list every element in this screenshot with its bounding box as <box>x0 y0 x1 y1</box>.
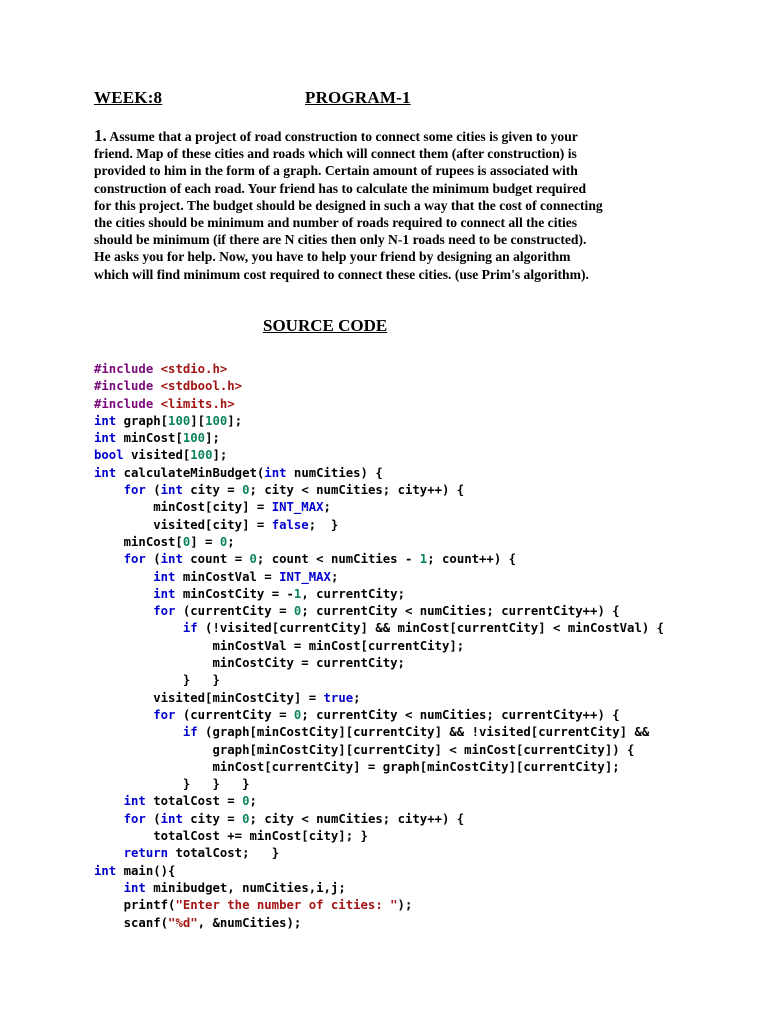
code-token: } } <box>94 673 220 688</box>
code-line <box>94 534 664 551</box>
program-heading: PROGRAM-1 <box>305 88 411 107</box>
code-token: 100 <box>182 431 206 446</box>
code-token <box>94 552 124 566</box>
code-token: , currentCity; <box>301 586 405 601</box>
code-line <box>94 361 664 378</box>
code-line <box>94 707 664 724</box>
code-token: for <box>123 483 146 498</box>
code-token: ; <box>227 534 235 549</box>
code-token: visited[city] = <box>94 517 272 532</box>
code-token: ; <box>330 569 339 584</box>
code-token: visited[minCostCity] = <box>94 690 324 705</box>
code-line <box>94 776 664 793</box>
code-token: int <box>160 811 183 826</box>
code-token: totalCost += minCost[city]; } <box>94 829 368 844</box>
code-token: for <box>123 811 146 826</box>
code-token: visited[ <box>123 448 191 463</box>
code-token: int <box>123 794 146 809</box>
code-token: count = <box>182 552 250 567</box>
code-token: ( <box>145 483 161 498</box>
code-token: #include <box>94 379 161 394</box>
code-line <box>94 430 664 447</box>
code-token: 100 <box>168 413 191 428</box>
code-token: 0 <box>182 534 191 549</box>
code-token: totalCost = <box>145 794 243 809</box>
code-token: ; currentCity < numCities; currentCity++) { <box>301 604 620 619</box>
code-token: 0 <box>293 707 302 722</box>
source-code-title: SOURCE CODE <box>263 316 388 335</box>
code-line <box>94 811 664 828</box>
code-token: minibudget, numCities,i,j; <box>145 880 346 895</box>
code-line <box>94 517 664 534</box>
code-line <box>94 690 664 707</box>
code-token: city = <box>182 811 243 826</box>
code-token: ; currentCity < numCities; currentCity++) { <box>301 707 620 722</box>
code-line <box>94 655 664 672</box>
code-token: 0 <box>219 534 228 549</box>
code-line <box>94 759 664 776</box>
code-token: minCost[city] = <box>94 500 272 515</box>
code-token: 1 <box>293 586 302 601</box>
code-token: int <box>160 483 183 498</box>
code-token: printf( <box>94 898 176 913</box>
code-line <box>94 724 664 741</box>
code-token: if <box>182 621 198 636</box>
code-token: int <box>153 569 176 584</box>
code-token: minCostVal = minCost[currentCity]; <box>94 638 465 653</box>
question-line-text: Assume that a project of road construction to connect some cities is given to your <box>106 129 578 144</box>
code-token: ; count++) { <box>427 552 517 567</box>
code-token <box>94 587 153 601</box>
code-token: 0 <box>249 552 257 567</box>
code-token: int <box>94 413 117 428</box>
code-token: 1 <box>419 552 428 567</box>
code-token: bool <box>94 448 124 463</box>
code-line <box>94 447 664 464</box>
code-token: ]; <box>212 448 228 463</box>
code-token: } } } <box>94 777 250 792</box>
code-token: int <box>160 552 183 567</box>
code-token: 100 <box>205 413 228 428</box>
code-line <box>94 413 664 430</box>
code-token: graph[ <box>116 413 169 428</box>
code-token <box>94 570 153 584</box>
code-line <box>94 465 664 482</box>
code-token: numCities) { <box>286 465 383 480</box>
code-token <box>94 881 124 895</box>
code-token: (graph[minCostCity][currentCity] && !visited[currentCity] && <box>197 725 650 740</box>
code-token <box>94 621 183 635</box>
code-token <box>94 483 124 497</box>
code-token: ]; <box>205 431 220 446</box>
question-line <box>94 127 694 145</box>
code-token <box>94 604 153 618</box>
code-token: int <box>94 863 117 878</box>
code-token: scanf( <box>94 915 169 930</box>
code-token: 0 <box>242 483 250 498</box>
code-line <box>94 551 664 568</box>
code-token: 0 <box>293 604 302 619</box>
code-token <box>94 725 183 739</box>
code-token: ( <box>145 552 161 567</box>
code-line <box>94 897 664 914</box>
code-token: for <box>123 552 146 567</box>
code-token: if <box>182 725 198 740</box>
code-token <box>94 794 124 808</box>
code-line <box>94 620 664 637</box>
code-token <box>94 812 124 826</box>
code-token: ] = <box>190 534 220 549</box>
code-token: (currentCity = <box>175 604 294 619</box>
code-line <box>94 793 664 810</box>
code-line <box>94 915 664 932</box>
code-token: INT_MAX <box>279 569 331 584</box>
code-token <box>94 846 124 860</box>
code-token: 0 <box>242 811 250 826</box>
code-line <box>94 828 664 845</box>
code-token: ); <box>397 898 413 913</box>
code-line <box>94 742 664 759</box>
code-token: minCost[currentCity] = graph[minCostCity][currentCity]; <box>94 759 620 774</box>
code-token: ; <box>323 500 331 515</box>
code-token: int <box>264 465 287 480</box>
question-line: for this project. The budget should be designed in such a way that the cost of connecting <box>94 197 603 213</box>
code-line <box>94 569 664 586</box>
code-line <box>94 880 664 897</box>
code-token: #include <box>94 362 161 376</box>
code-token: for <box>153 707 176 722</box>
question-number: 1. <box>94 126 107 145</box>
code-token: main(){ <box>116 863 176 878</box>
code-line <box>94 378 664 395</box>
code-token: minCost[ <box>116 431 183 446</box>
code-token: calculateMinBudget( <box>116 465 265 480</box>
code-block <box>94 361 664 932</box>
question-line: friend. Map of these cities and roads which will connect them (after construction) is <box>94 146 577 162</box>
code-token: <stdio.h> <box>160 362 228 376</box>
code-token: ; <box>353 690 361 705</box>
code-token: #include <box>94 396 161 411</box>
code-token: int <box>94 465 117 480</box>
code-token: for <box>153 604 176 619</box>
code-token: int <box>123 880 146 895</box>
code-token: false <box>271 517 309 532</box>
code-line <box>94 672 664 689</box>
code-token: <limits.h> <box>160 396 235 411</box>
code-token: ; count < numCities - <box>256 552 420 567</box>
code-line <box>94 603 664 620</box>
code-token: city = <box>182 483 243 498</box>
code-line <box>94 396 664 413</box>
code-token: ][ <box>190 413 206 428</box>
question-line: which will find minimum cost required to connect these cities. (use Prim's algorithm). <box>94 266 589 282</box>
code-token: int <box>153 586 176 601</box>
code-token: int <box>94 431 117 446</box>
code-line <box>94 499 664 516</box>
question-line: He asks you for help. Now, you have to help your friend by designing an algorithm <box>94 249 571 265</box>
code-token: minCostCity = currentCity; <box>94 656 405 671</box>
code-token: , &numCities); <box>197 915 302 930</box>
code-token: minCostCity = - <box>175 586 294 601</box>
week-heading: WEEK:8 <box>94 88 163 107</box>
code-token: <stdbool.h> <box>160 379 243 394</box>
code-token: 0 <box>242 794 250 809</box>
code-token: ; city < numCities; city++) { <box>249 483 465 498</box>
question-text <box>94 127 694 283</box>
code-token: ; <box>249 794 257 809</box>
question-line: the cities should be minimum and number of roads required to connect all the cities <box>94 215 578 231</box>
code-token: ; } <box>308 517 339 532</box>
code-token: (!visited[currentCity] && minCost[currentCity] < minCostVal) { <box>197 621 665 636</box>
code-token: minCostVal = <box>175 569 280 584</box>
code-token <box>94 708 153 722</box>
code-line <box>94 863 664 880</box>
code-line <box>94 638 664 655</box>
question-line: should be minimum (if there are N cities then only N-1 roads need to be constructed). <box>94 232 587 248</box>
code-line <box>94 845 664 862</box>
code-token: return <box>123 846 169 861</box>
code-token: 100 <box>190 448 213 463</box>
code-token: ( <box>145 811 161 826</box>
question-line: provided to him in the form of a graph. Certain amount of rupees is associated with <box>94 163 578 179</box>
code-line <box>94 586 664 603</box>
code-token: "Enter the number of cities: " <box>175 898 398 913</box>
code-token: INT_MAX <box>271 500 324 515</box>
code-token: "%d" <box>168 915 198 930</box>
code-token: ]; <box>227 413 243 428</box>
code-token: true <box>323 690 354 705</box>
question-line: construction of each road. Your friend has to calculate the minimum budget required <box>94 180 587 196</box>
code-token: minCost[ <box>94 534 183 549</box>
code-line <box>94 482 664 499</box>
code-token: (currentCity = <box>175 707 294 722</box>
code-token: ; city < numCities; city++) { <box>249 811 465 826</box>
code-token: totalCost; } <box>168 846 280 861</box>
code-token: graph[minCostCity][currentCity] < minCost[currentCity]) { <box>94 742 635 757</box>
